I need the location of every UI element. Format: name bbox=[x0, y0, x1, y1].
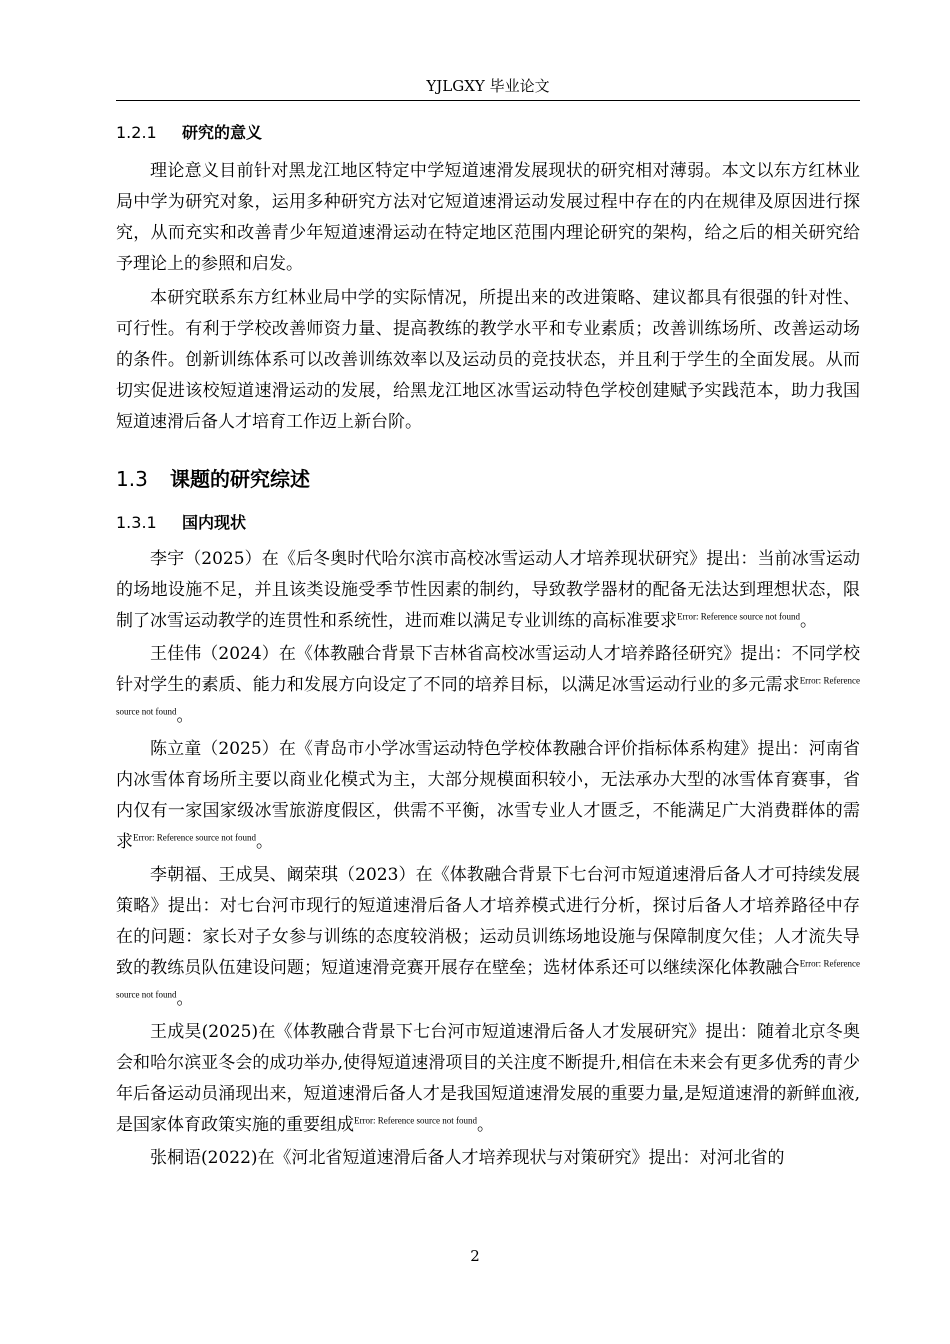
page-number: 2 bbox=[470, 1247, 480, 1265]
paragraph-review-wangchenghao bbox=[116, 1017, 860, 1141]
end-mark: 。 bbox=[176, 989, 194, 1009]
section-heading-1-3-1 bbox=[116, 508, 860, 538]
section-title: 研究的意义 bbox=[182, 123, 263, 142]
paragraph-text: 李朝福、王成昊、阚荣琪（2023）在《体教融合背景下七台河市短道速滑后备人才可持续发展策略》提出：对七台河市现行的短道速滑后备人才培养模式进行分析，探讨后备人才培养路径中存在的问题：家长对子女参与训练的态度较消极；运动员训练场地设施与保障制度欠佳；人才流失导致的教练员队伍建设问题；短道速滑竞赛开展存在壁垒；选材体系还可以继续深化体教融合 bbox=[116, 865, 860, 978]
paragraph-text: 王成昊(2025)在《体教融合背景下七台河市短道速滑后备人才发展研究》提出：随着北京冬奥会和哈尔滨亚冬会的成功举办,使得短道速滑项目的关注度不断提升,相信在未来会有更多优秀的青少年后备运动员涌现出来，短道速滑后备人才是我国短道速滑发展的重要力量,是短道速滑的新鲜血液,是国家体育政策实施的重要组成 bbox=[116, 1022, 860, 1135]
reference-error: Error: Reference source not found bbox=[677, 611, 800, 622]
paragraph-review-wangjiawei bbox=[116, 639, 860, 732]
end-mark: 。 bbox=[476, 1115, 494, 1135]
section-heading-1-3 bbox=[116, 462, 860, 496]
paragraph-text: 王佳伟（2024）在《体教融合背景下吉林省高校冰雪运动人才培养路径研究》提出：不同学校针对学生的素质、能力和发展方向设定了不同的培养目标，以满足冰雪运动行业的多元需求 bbox=[116, 644, 860, 695]
paragraph-review-liyu bbox=[116, 544, 860, 637]
section-title: 国内现状 bbox=[182, 513, 247, 532]
section-number: 1.3.1 bbox=[116, 513, 157, 532]
end-mark: 。 bbox=[255, 832, 273, 852]
paragraph-text: 李宇（2025）在《后冬奥时代哈尔滨市高校冰雪运动人才培养现状研究》提出：当前冰雪运动的场地设施不足，并且该类设施受季节性因素的制约，导致教学器材的配备无法达到理想状态，限制了冰雪运动教学的连贯性和系统性，进而难以满足专业训练的高标准要求 bbox=[116, 549, 860, 631]
page-header: YJLGXY 毕业论文 bbox=[426, 77, 550, 95]
paragraph-review-lichaofu bbox=[116, 860, 860, 1015]
section-number: 1.2.1 bbox=[116, 123, 157, 142]
paragraph-significance-theory: 理论意义目前针对黑龙江地区特定中学短道速滑发展现状的研究相对薄弱。本文以东方红林业局中学为研究对象，运用多种研究方法对它短道速滑运动发展过程中存在的内在规律及原因进行探究，从而充实和改善青少年短道速滑运动在特定地区范围内理论研究的架构，给之后的相关研究给予理论上的参照和启发。 bbox=[116, 161, 860, 274]
reference-error: Error: Reference source not found bbox=[133, 832, 256, 843]
section-title: 课题的研究综述 bbox=[170, 467, 310, 491]
paragraph-text: 陈立童（2025）在《青岛市小学冰雪运动特色学校体教融合评价指标体系构建》提出：河南省内冰雪体育场所主要以商业化模式为主，大部分规模面积较小，无法承办大型的冰雪体育赛事，省内仅有一家国家级冰雪旅游度假区，供需不平衡，冰雪专业人才匮乏，不能满足广大消费群体的需求 bbox=[116, 739, 860, 852]
reference-error: Error: Reference source not found bbox=[354, 1115, 477, 1126]
page-content bbox=[116, 118, 860, 1174]
paragraph-significance-practice: 本研究联系东方红林业局中学的实际情况，所提出来的改进策略、建议都具有很强的针对性、可行性。有利于学校改善师资力量、提高教练的教学水平和专业素质；改善训练场所、改善运动场的条件。创新训练体系可以改善训练效率以及运动员的竞技状态，并且利于学生的全面发展。从而切实促进该校短道速滑运动的发展，给黑龙江地区冰雪运动特色学校创建赋予实践范本，助力我国短道速滑后备人才培育工作迈上新台阶。 bbox=[116, 288, 860, 432]
reference-error: Error: Reference source not found bbox=[116, 958, 860, 1000]
section-number: 1.3 bbox=[116, 467, 148, 491]
reference-error: Error: Reference source not found bbox=[116, 675, 860, 717]
header-rule bbox=[116, 100, 860, 101]
section-heading-1-2-1 bbox=[116, 118, 860, 148]
paragraph-review-zhangtongyu: 张桐语(2022)在《河北省短道速滑后备人才培养现状与对策研究》提出：对河北省的 bbox=[150, 1148, 785, 1168]
end-mark: 。 bbox=[799, 611, 817, 631]
paragraph-review-chenlitong bbox=[116, 734, 860, 858]
end-mark: 。 bbox=[176, 706, 194, 726]
